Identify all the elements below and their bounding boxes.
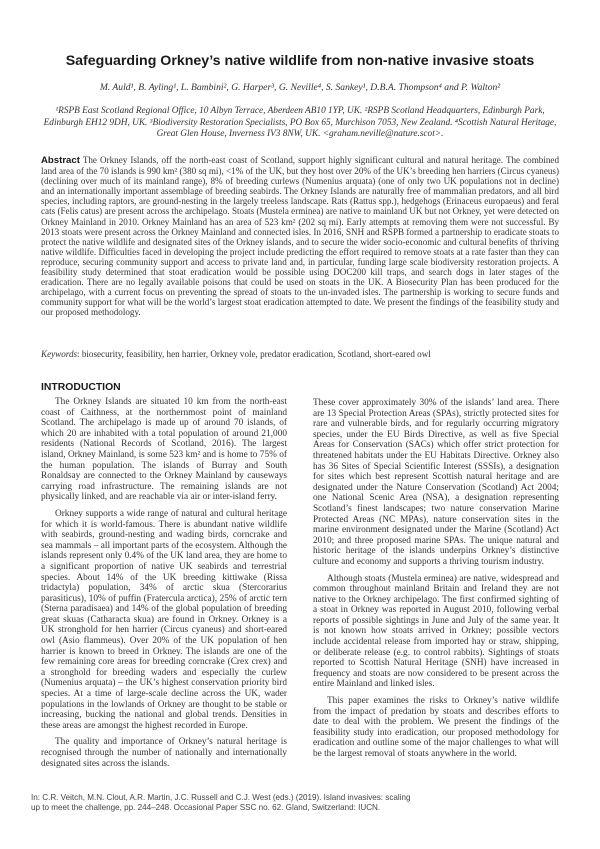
keywords-label: Keywords bbox=[41, 349, 78, 359]
left-column bbox=[41, 397, 287, 775]
author-list: M. Auld¹, B. Ayling¹, L. Bambini², G. Harper³, G. Neville⁴, S. Sankey¹, D.B.A. Thompson⁴ and P. Walton² bbox=[99, 82, 501, 93]
paragraph: Although stoats (Mustela erminea) are native, widespread and common throughout mainland Britain and Ireland they are not native to the Orkney archipelago. The first confirmed sighting of a stoat in Orkney was reported in August 2010, following verbal reports of possible sightings in June and July of the same year. It is not known how stoats arrived in Orkney; possible vectors include accidental release from imported hay or straw, shipping, or deliberate release (e.g. to control rabbits). Sightings of stoats reported to Scottish Natural Heritage (SNH) have increased in frequency and stoats are now considered to be present across the entire Mainland and linked isles. bbox=[313, 573, 559, 690]
citation-footer bbox=[31, 793, 571, 813]
abstract-label: Abstract bbox=[41, 155, 80, 166]
keywords-text: : biosecurity, feasibility, hen harrier, Orkney vole, predator eradication, Scotland, short-eared owl bbox=[77, 349, 431, 359]
paragraph: The Orkney Islands are situated 10 km from the north-east coast of Caithness, at the northernmost point of mainland Scotland. The archipelago is made up of around 70 islands, of which 20 are inhabited with a total population of around 21,000 residents (National Records of Scotland, 2016). The largest island, Orkney Mainland, is some 523 km² and is home to 75% of the human population. The islands of Burray and South Ronaldsay are connected to the Orkney Mainland by causeways carrying road infrastructure. The remaining islands are not physically linked, and are reachable via air or inter-island ferry. bbox=[41, 397, 287, 503]
paragraph: These cover approximately 30% of the islands’ land area. There are 13 Special Protection Areas (SPAs), strictly protected sites for rare and vulnerable birds, and for regularly occurring migratory species, under the EU Birds Directive, as well as five Special Areas for Conservation (SACs) which offer strict protection for threatened habitats under the EU Habitats Directive. Orkney also has 36 Sites of Special Scientific Interest (SSSIs), a designation for sites which best represent Scottish natural heritage and are designated under the Nature Conservation (Scotland) Act 2004; one National Scenic Area (NSA), a designation representing Scotland’s finest landscapes; two nature conservation Marine Protected Areas (NC MPAs), nature conservation sites in the marine environment designated under the Marine (Scotland) Act 2010; and three proposed marine SPAs. The unique natural and historic heritage of the islands underpins Orkney’s distinctive culture and economy and supports a thriving tourism industry. bbox=[313, 398, 559, 567]
keywords bbox=[41, 349, 559, 359]
affiliations: ¹RSPB East Scotland Regional Office, 10 Albyn Terrace, Aberdeen AB10 1YP, UK. ²RSPB Scotland Headquarters, Edinburgh Park, Edinburgh EH12 9DH, UK. ³Biodiversity Restoration Specialists, PO Box 65, Murchison 7053, New Zealand. ⁴Scottish Natural Heritage, Great Glen House, Inverness IV3 8NW, UK. <graham.neville@nature.scot>. bbox=[43, 106, 557, 140]
paragraph: The quality and importance of Orkney’s natural heritage is recognised through the number of nationally and internationally designated sites across the islands. bbox=[41, 737, 287, 769]
citation-line: up to meet the challenge, pp. 244–248. Occasional Paper SSC no. 62. Gland, Switzerland: IUCN. bbox=[31, 803, 381, 812]
section-heading-introduction: INTRODUCTION bbox=[41, 382, 121, 393]
right-column bbox=[313, 398, 559, 766]
paper-title: Safeguarding Orkney’s native wildlife from non-native invasive stoats bbox=[65, 53, 535, 69]
paragraph: This paper examines the risks to Orkney’s native wildlife from the impact of predation by stoats and describes efforts to date to deal with the problem. We present the findings of the feasibility study into eradication, our proposed methodology for eradication and outline some of the major challenges to what will be the largest removal of stoats anywhere in the world. bbox=[313, 696, 559, 759]
paragraph: Orkney supports a wide range of natural and cultural heritage for which it is world-famous. There is abundant native wildlife with seabirds, ground-nesting and wading birds, corncrake and sea mammals – all important parts of the ecosystem. Although the islands represent only 0.4% of the UK land area, they are home to a significant proportion of native UK seabirds and terrestrial species. About 14% of the UK breeding kittiwake (Rissa tridactyla) population, 34% of arctic skua (Stercorarius parasiticus), 10% of puffin (Fratercula arctica), 25% of arctic tern (Sterna paradisaea) and 14% of the global population of breeding great skuas (Catharacta skua) are found in Orkney. Orkney is a UK stronghold for hen harrier (Circus cyaneus) and short-eared owl (Asio flammeus). Over 20% of the UK population of hen harrier is known to breed in Orkney. The islands are one of the few remaining core areas for breeding corncrake (Crex crex) and a stronghold for breeding waders and especially the curlew (Numenius arquata) – the UK’s highest conservation priority bird species. At a time of large-scale decline across the UK, wader populations in the lowlands of Orkney are thought to be stable or increasing, bucking the national and global trends. Densities in these areas are amongst the highest recorded in Europe. bbox=[41, 508, 287, 731]
citation-line: In: C.R. Veitch, M.N. Clout, A.R. Martin, J.C. Russell and C.J. West (eds.) (2019). Island invasives: scaling bbox=[31, 793, 411, 802]
abstract bbox=[41, 155, 559, 318]
abstract-text: The Orkney Islands, off the north-east coast of Scotland, support highly significant cultural and natural heritage. The combined land area of the 70 islands is 990 km² (380 sq mi), <1% of the UK, but they host over 20% of the UK’s breeding hen harriers (Circus cyaneus) (declining over much of its mainland range), 8% of breeding curlews (Numenius arquata) (one of only two UK populations not in decline) and an internationally important assemblage of breeding seabirds. The Orkney Islands are naturally free of mammalian predators, and all bird species, including raptors, are ground-nesting in the largely treeless landscape. Rats (Rattus spp.), hedgehogs (Erinaceus europaeus) and feral cats (Felis catus) are present across the archipelago. Stoats (Mustela erminea) are native to mainland UK but not Orkney, yet were detected on Orkney Mainland in 2010. Orkney Mainland has an area of 523 km² (202 sq mi). Early attempts at removing them were not successful. By 2013 stoats were present across the Orkney Mainland and connected isles. In 2016, SNH and RSPB formed a partnership to eradicate stoats to protect the native wildlife and designated sites of the Orkney islands, and to secure the wider socio-economic and cultural benefits of thriving native wildlife. Difficulties faced in developing the project include predicting the effort required to remove stoats at a rate faster than they can reproduce, securing community support and access to private land and, in particular, funding large scale biodiversity restoration projects. A feasibility study determined that stoat eradication would be possible using DOC200 kill traps, and search dogs in later stages of the eradication. There are no legally available poisons that could be used on stoats in the UK. A Biosecurity Plan has been produced for the archipelago, with a current focus on preventing the spread of stoats to the un-invaded isles. The partnership is working to secure funds and community support for what will be the world’s largest stoat eradication attempted to date. We present the findings of the feasibility study and our proposed methodology. bbox=[41, 155, 559, 318]
